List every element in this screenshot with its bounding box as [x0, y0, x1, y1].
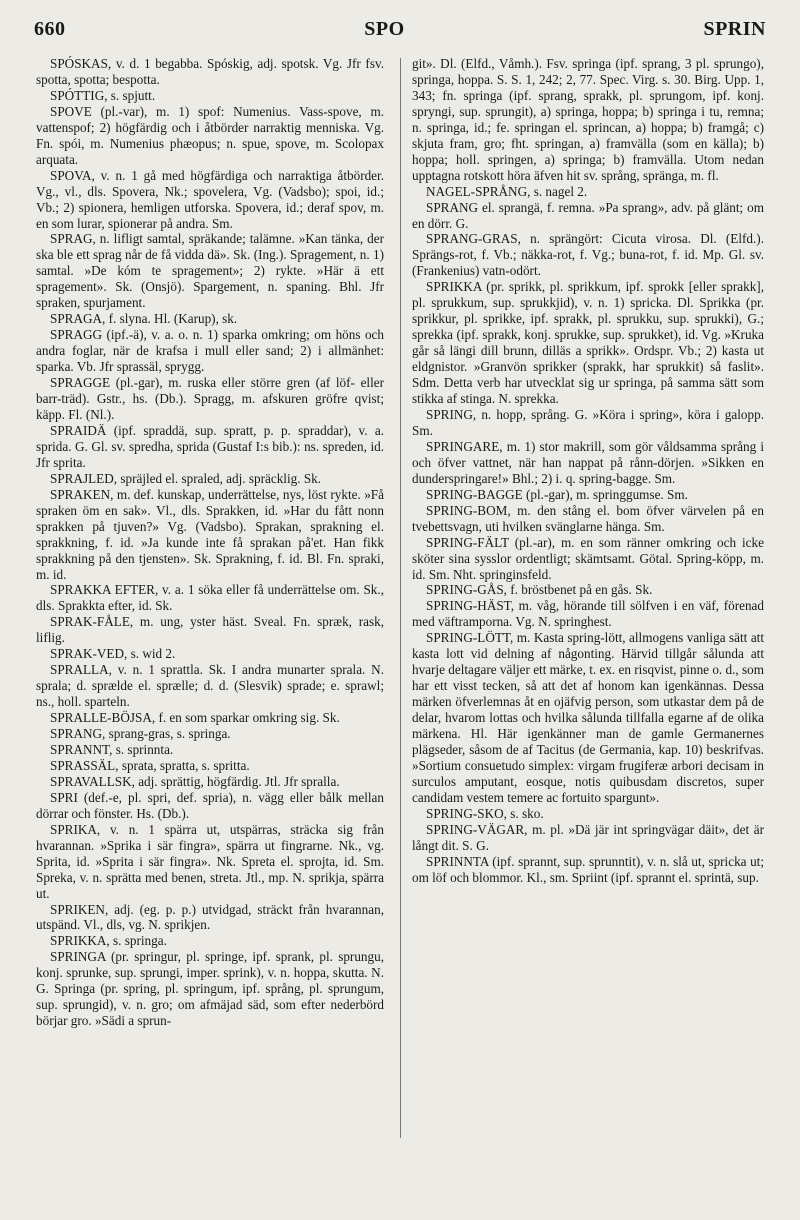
entry: SPRASSÄL, sprata, spratta, s. spritta.	[50, 757, 250, 773]
entry: SPRIKKA, s. springa.	[50, 933, 167, 949]
entry: SPRAGA, f. slyna. Hl. (Karup), sk.	[50, 311, 238, 327]
entry: SPRAGG (ipf.-ä), v. a. o. n. 1) sparka omkring; om höns och andra foglar, när de krafsa i mull eller sand; 2) i allmänhet: sparka. Vb. Jfr sprassäl, sprygg.	[36, 327, 384, 375]
left-column	[36, 56, 384, 1029]
entry: SPRING-BOM, m. den stång el. bom öfver värvelen på en tvebettsvagn, uti hvilken svänglarne hänga. Sm.	[412, 502, 764, 534]
entry: SPRANG el. sprangä, f. remna. »Pa sprang», adv. på glänt; om en dörr. G.	[412, 199, 764, 231]
entry: SPRANG-GRAS, n. sprängört: Cicuta virosa. Dl. (Elfd.). Sprängs-rot, f. Vb.; näkka-rot, f. Vg.; buna-rot, f. id. Mp. Gl. sv. (Frankenius) vatn-odört.	[412, 231, 764, 279]
entry: SPRAGGE (pl.-gar), m. ruska eller större gren (af löf- eller barr-träd). Gstr., hs. (Db.). Spragg, m. afskuren gröfre qvist; käpp. Fl. (Nl.).	[36, 375, 384, 422]
entry: SPRAVALLSK, adj. sprättig, högfärdig. Jtl. Jfr spralla.	[50, 773, 340, 789]
entry: SPRING-LÖTT, m. Kasta spring-lött, allmogens vanliga sätt att kasta lott vid delning af någonting. Härvid tillgår sålunda att hvarje deltagare väljer ett märke, t. ex. en risqvist, pinne o. d., som har ett visst tecken, så att det af honom kan igenkännas. Dessa märken öfverlemnas åt en ojäfvig person, som utkastar dem på de delar, hvarom lottas och hvilka sålunda tillfalla egarne af de olika märkena. Hl. Här igenkänner man de gamle Germanernes plägseder, såsom de af Tacitus (de Germania, kap. 10) beskrifvas. »Sortium consuetudo simplex: virgam frugiferæ arbori decisam in surculos amputant, eosque, notis quibusdam discretos, super candidam vestem temere ac fortuito spargunt».	[412, 630, 764, 805]
right-column	[412, 56, 764, 886]
entry: SPRAKKA EFTER, v. a. 1 söka eller få underrättelse om. Sk., dls. Sprakkta efter, id. Sk.	[36, 582, 384, 614]
page-header	[34, 14, 766, 44]
left-guide-word: SPO	[364, 17, 405, 40]
entry: SPRAG, n. lifligt samtal, spräkande; talämne. »Kan tänka, der ska ble ett sprag når de få vidda dä». Sk. (Ing.). Spragement, n. 1) samtal. »De kóm te spragement»; 2) rykte. »Här ä ett spragement». Sk. (Onsjö). Spargement, n. spaning. Bhl. Jfr spraken, spurjament.	[36, 231, 384, 311]
entry: SPRANG, sprang-gras, s. springa.	[50, 726, 231, 742]
entry: NAGEL-SPRÅNG, s. nagel 2.	[426, 183, 588, 199]
column-divider	[400, 58, 401, 1138]
entry: SPRAJLED, spräjled el. spraled, adj. spräcklig. Sk.	[50, 470, 322, 486]
entry: SPRAIDÄ (ipf. spraddä, sup. spratt, p. p. spraddar), v. a. sprida. G. Gl. sv. spredha, sprida (Gustaf I:s bib.): ns. spreden, id. Jfr sprita.	[36, 422, 384, 470]
entry: SPRING-FÄLT (pl.-ar), m. en som ränner omkring och icke sköter sina sysslor ordentligt; skämtsamt. Götal. Spring-köpp, m. id. Sm. Nht. springinsfeld.	[412, 534, 764, 582]
entry: SPRINGA (pr. springur, pl. springe, ipf. sprank, pl. sprungu, konj. sprunke, sup. sprungi, imper. sprink), v. n. hoppa, skutta. N. G. Springa (pr. spring, pl. springum, ipf. språng, pl. sprungum, sup. sprungid), v. n. gro; om afmäjad säd, som efter nederbörd börjar gro. »Sädi a sprun-	[36, 949, 384, 1029]
entry: SPÓTTIG, s. spjutt.	[50, 87, 156, 103]
entry: SPRIKEN, adj. (eg. p. p.) utvidgad, sträckt från hvarannan, utspänd. Vl., dls, vg. N. sprikjen.	[36, 901, 384, 933]
entry: SPRING-GÅS, f. bröstbenet på en gås. Sk.	[426, 582, 653, 598]
entry: SPOVE (pl.-var), m. 1) spof: Numenius. Vass-spove, m. vattenspof; 2) högfärdig och i åtbörder narraktig menniska. Vg. Fn. spói, m. Numenius phæopus; n. spue, spove, m. Scolopax arquata.	[36, 103, 384, 167]
entry: SPRING-HÄST, m. våg, hörande till sölfven i en väf, förenad med väftramporna. Vg. N. springhest.	[412, 598, 764, 630]
entry: SPOVA, v. n. 1 gå med högfärdiga och narraktiga åtbörder. Vg., vl., dls. Spovera, Nk.; spovelera, Vg. (Vadsbo); spoi, id.; Vb.; 2) spionera, hemligen utforska. Spovera, id.; deraf spov, m. en som lurar, spionerar på andra. Sm.	[36, 167, 384, 231]
entry: SPRAKEN, m. def. kunskap, underrättelse, nys, löst rykte. »Få spraken öm en sak». Vl., dls. Sprakken, id. »Har du fått nonn sprakken på tjuven?» Vg. (Vadsbo). Sprakan, sprakning el. sprakkning, f. id. »Ja kunde inte få sprakan på'et. Han fikk sprakkning på den tjensten». Sk. Sprakning, f. id. Bl. Fn. spraki, m. id.	[36, 486, 384, 582]
entry: SPRIKA, v. n. 1 spärra ut, utspärras, sträcka sig från hvarannan. »Sprika i sär fingra», spärra ut fingrarne. Nk., vg. Sprita, id. »Sprita i sär fingra». Nk. Spreta el. sprojta, id. Sm. Spreka, v. n. sprätta med benen, streta. Jtl., mp. N. sprikja, spärra ut.	[36, 821, 384, 901]
entry-continued: git». Dl. (Elfd., Våmh.). Fsv. springa (ipf. sprang, 3 pl. sprungo), springa, hoppa. S. S. 1, 242; 2, 77. Spec. Virg. s. 30. Birg. Upp. 1, 343; fn. springa (ipf. sprang, sprakk, pl. sprungom, ipf. konj. spryngi, sup. sprungit), a) springa, hoppa; b) springa i tu, remna; n. springa, id.; fe. springan el. sprincan, a) hoppa; b) framgå; c) skjuta fram, gro; fht. springan, a) framvälla (som en källa); b) hoppa; holl. springen, a) springa; b) framvälla. Utom nedan upptagna rotskott höra äfven hit sv. språng, spränga, m. fl.	[412, 56, 764, 183]
entry: SPÓSKAS, v. d. 1 begabba. Spóskig, adj. spotsk. Vg. Jfr fsv. spotta, spotta; bespotta.	[36, 56, 384, 87]
entry: SPRIKKA (pr. sprikk, pl. sprikkum, ipf. sprokk [eller sprakk], pl. sprukkum, sup. sprukkjid), v. n. 1) spricka. Dl. Sprikka (pr. sprikkur, pl. sprikke, ipf. sprakk, pl. sprukku, sup. sprukki), G.; sprekka (ipf. sprakk, konj. sprukke, sup. sprukket), id. Vg. »Kruka går så längi dill brunn, dilläs a sprikk». Ordspr. Vb.; 2) kasta ut eldgnistor. »Granvön sprikker (sprakk, har sprukkit) så faslit». Sdm. Detta verb har utvecklat sig ur springa, på samma sätt som stikka af stinga. N. sprekka.	[412, 279, 764, 407]
entry: SPRING-SKO, s. sko.	[426, 805, 544, 821]
entry: SPRANNT, s. sprinnta.	[50, 741, 174, 757]
entry: SPRING-VÄGAR, m. pl. »Dä jär int springvägar däit», det är långt dit. S. G.	[412, 821, 764, 853]
entry: SPRAK-FÅLE, m. ung, yster häst. Sveal. Fn. spræk, rask, liflig.	[36, 614, 384, 646]
entry: SPRINNTA (ipf. sprannt, sup. sprunntit), v. n. slå ut, spricka ut; om löf och blommor. Kl., sm. Spriint (ipf. sprannt el. sprintä, sup.	[412, 853, 764, 885]
entry: SPRAK-VED, s. wid 2.	[50, 646, 176, 662]
entry: SPRI (def.-e, pl. spri, def. spria), n. vägg eller bålk mellan dörrar och fönster. Hs. (Db.).	[36, 789, 384, 821]
right-guide-word: SPRIN	[703, 17, 766, 40]
entry: SPRINGARE, m. 1) stor makrill, som gör våldsamma språng i och öfver vattnet, när han nappat på rånn-dörjen. »Sikken en dunderspringare!» Bhl.; 2) i. q. spring-bagge. Sm.	[412, 438, 764, 486]
entry: SPRING-BAGGE (pl.-gar), m. springgumse. Sm.	[426, 486, 688, 502]
entry: SPRING, n. hopp, språng. G. »Köra i spring», köra i galopp. Sm.	[412, 406, 764, 438]
entry: SPRALLE-BÖJSA, f. en som sparkar omkring sig. Sk.	[50, 710, 340, 726]
entry: SPRALLA, v. n. 1 sprattla. Sk. I andra munarter sprala. N. sprala; d. sprælde el. sprælle; d. d. (Slesvik) sprade; e. sprawl; ns., holl. sparteln.	[36, 662, 384, 710]
page-number: 660	[34, 17, 66, 40]
